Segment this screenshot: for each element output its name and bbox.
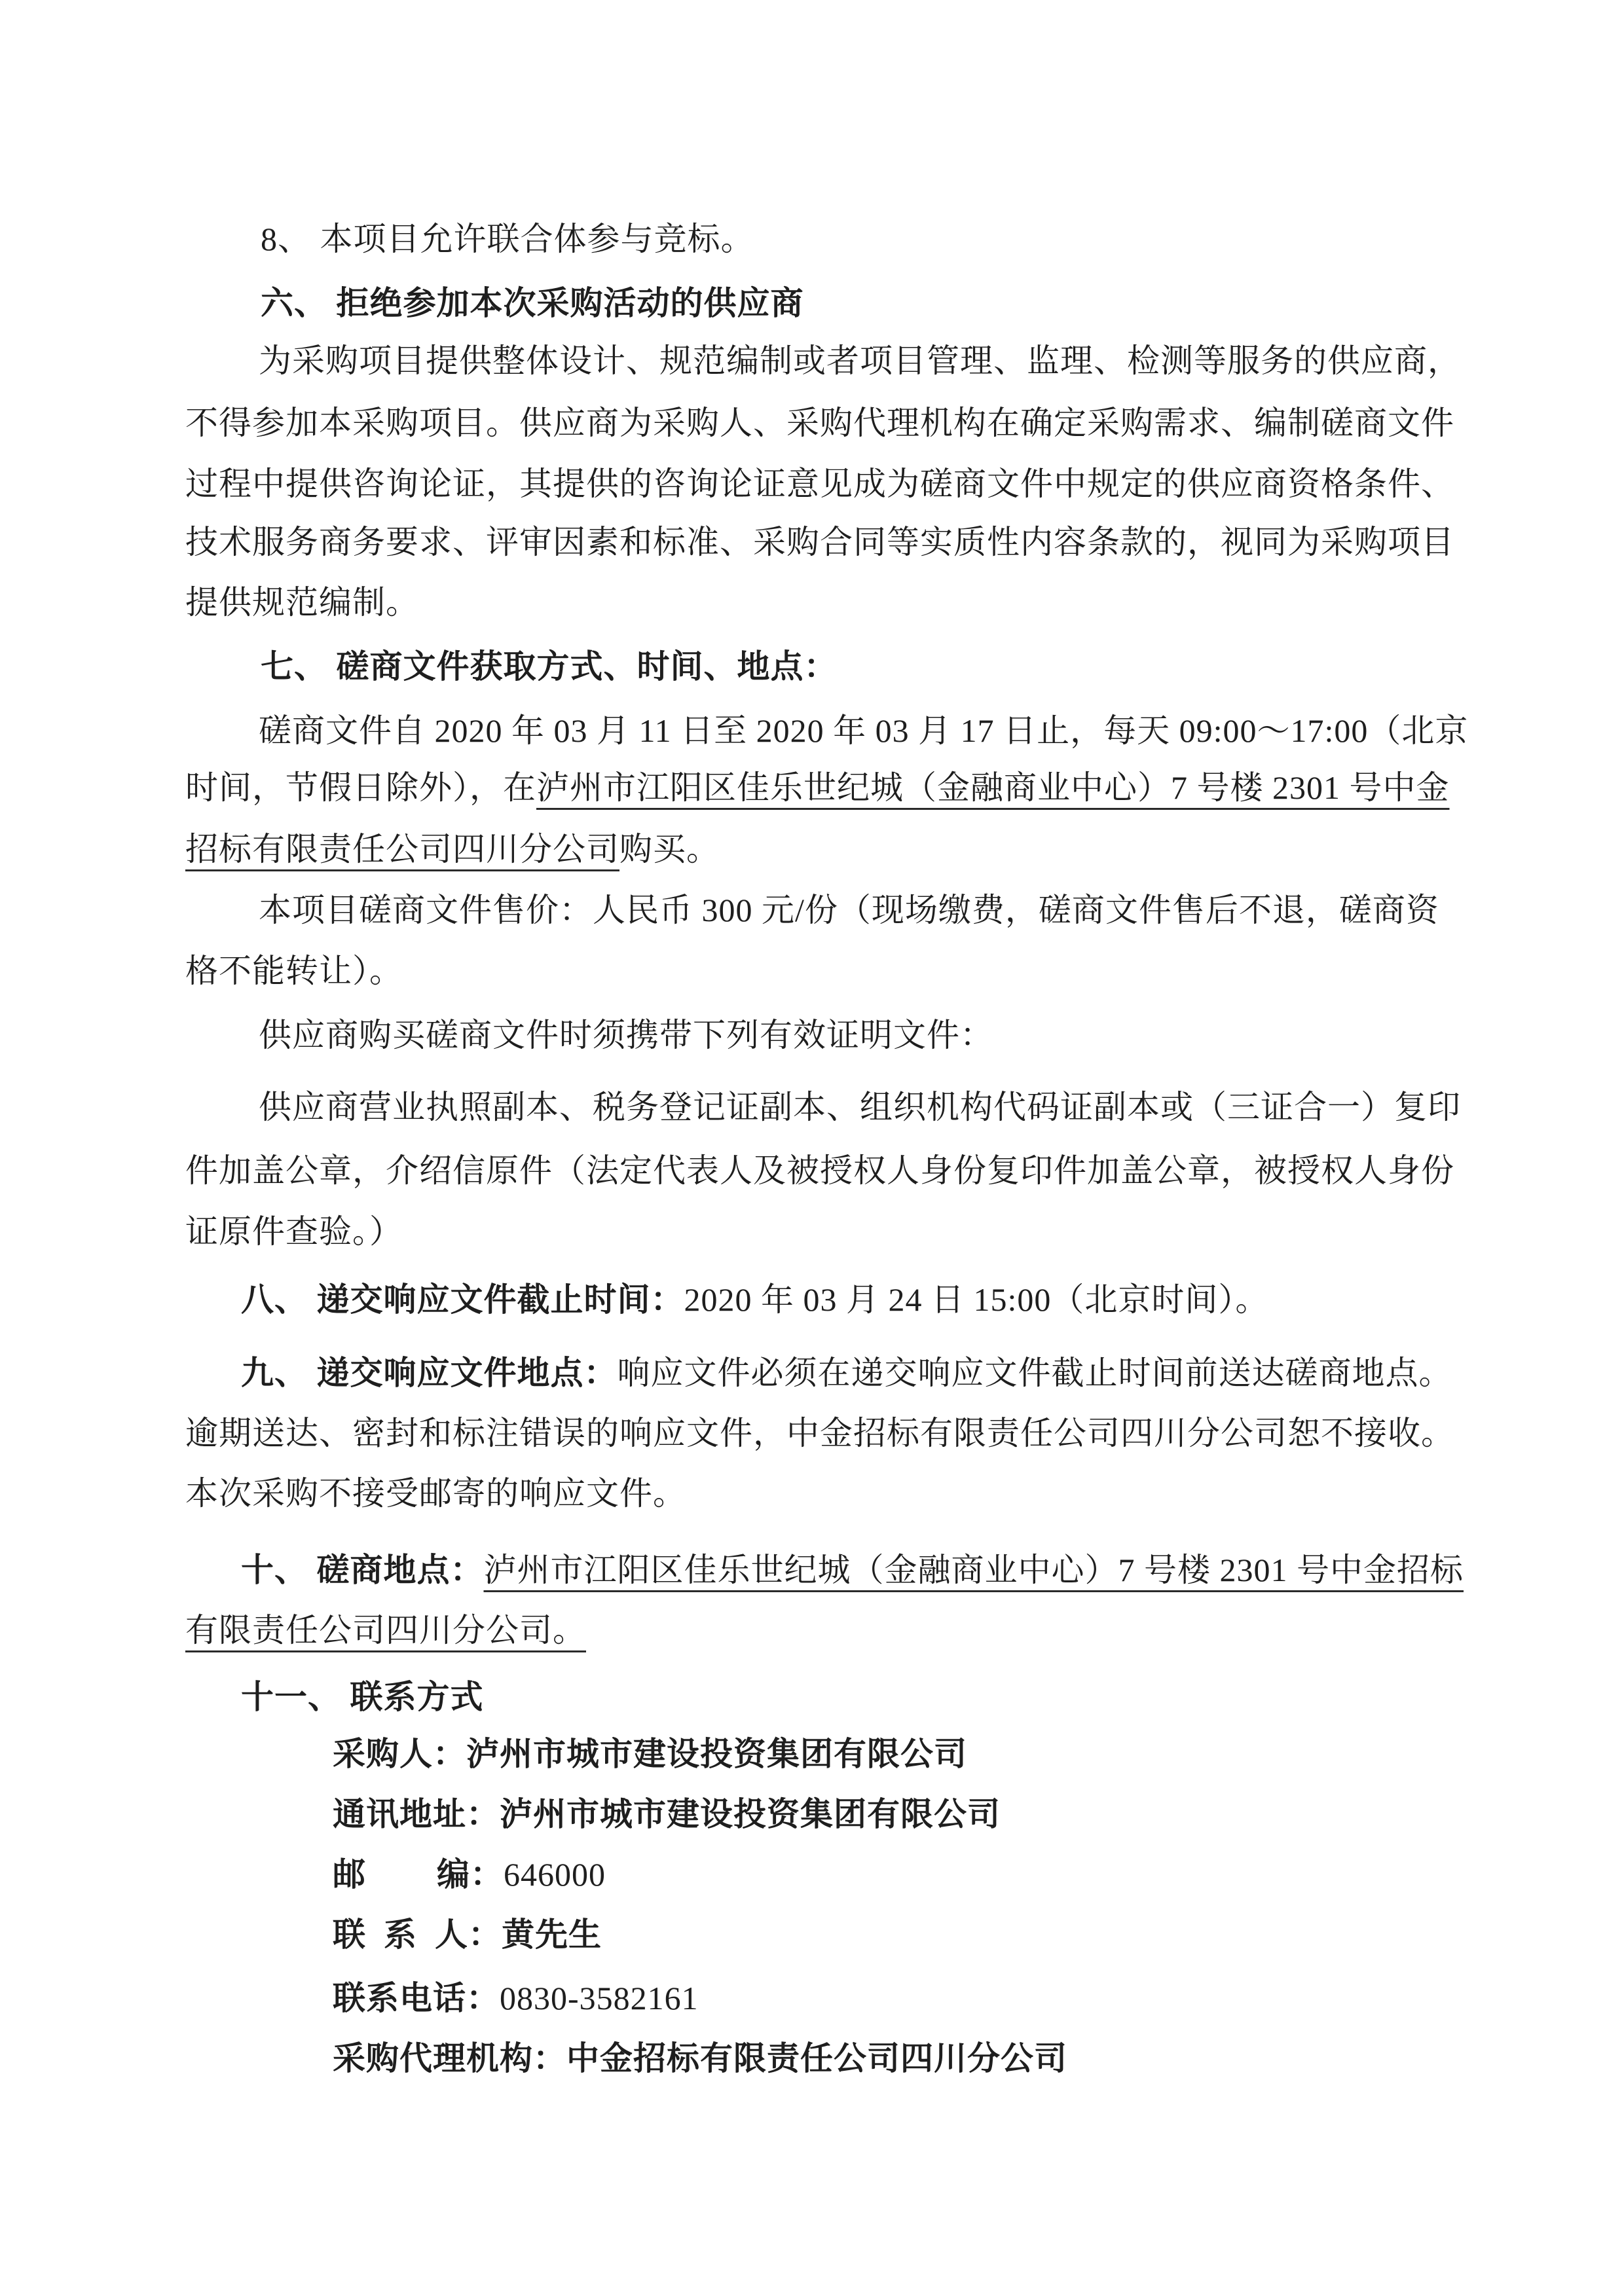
contact-phone: [333, 1978, 699, 2018]
contact-address: [333, 1794, 1001, 1834]
section-7-heading-text: 七、 磋商文件获取方式、时间、地点：: [261, 648, 838, 685]
para-7-price-line-1: [259, 890, 1439, 930]
para-6-line-4: [185, 522, 1454, 562]
section-8-deadline: [241, 1279, 1268, 1320]
para-7-docs-line-2-text: 件加盖公章，介绍信原件（法定代表人及被授权人身份复印件加盖公章，被授权人身份: [185, 1152, 1454, 1189]
para-7-docs-line-1: [259, 1087, 1461, 1127]
contact-postcode-text: 邮 编：: [333, 1856, 504, 1893]
clause-8-joint-bidding-text: 8、 本项目允许联合体参与竞标。: [261, 221, 754, 257]
para-7-docs-line-3-text: 证原件查验。）: [185, 1213, 403, 1250]
section-11-heading: [241, 1677, 484, 1717]
para-7-price-line-2: [185, 951, 403, 991]
para-7-docs-intro-text: 供应商购买磋商文件时须携带下列有效证明文件：: [259, 1017, 993, 1053]
section-6-heading-text: 六、 拒绝参加本次采购活动的供应商: [261, 285, 804, 321]
section-8-deadline-text: 八、 递交响应文件截止时间：: [241, 1281, 684, 1318]
section-9-line-3-text: 本次采购不接受邮寄的响应文件。: [185, 1475, 686, 1512]
section-9-line-3: [185, 1473, 686, 1514]
para-7-price-line-2-text: 格不能转让）。: [185, 953, 403, 989]
para-7-time-line-3-text: 招标有限责任公司四川分公司: [185, 831, 619, 867]
para-7-time-line-3-text: 购买。: [619, 831, 720, 867]
section-10-line-2: [185, 1610, 586, 1650]
contact-purchaser: [333, 1734, 967, 1774]
contact-person: [333, 1914, 602, 1955]
para-6-line-3-text: 过程中提供咨询论证，其提供的咨询论证意见成为磋商文件中规定的供应商资格条件、: [185, 465, 1454, 502]
para-7-time-line-3: [185, 829, 720, 869]
para-6-line-3: [185, 464, 1454, 504]
section-7-heading: [261, 646, 838, 687]
para-7-time-line-1: [259, 710, 1468, 751]
contact-postcode-text: 646000: [504, 1856, 606, 1893]
para-6-line-1: [259, 340, 1461, 381]
contact-purchaser-text: 采购人：泸州市城市建设投资集团有限公司: [333, 1736, 967, 1772]
section-9-line-2-text: 逾期送达、密封和标注错误的响应文件，中金招标有限责任公司四川分公司恕不接收。: [185, 1415, 1454, 1451]
para-6-line-2-text: 不得参加本采购项目。供应商为采购人、采购代理机构在确定采购需求、编制磋商文件: [185, 405, 1454, 441]
contact-address-text: 通讯地址：泸州市城市建设投资集团有限公司: [333, 1796, 1001, 1832]
contact-agency: [333, 2038, 1067, 2079]
para-6-line-1-text: 为采购项目提供整体设计、规范编制或者项目管理、监理、检测等服务的供应商，: [259, 342, 1461, 379]
para-6-line-2: [185, 403, 1454, 443]
section-11-heading-text: 十一、 联系方式: [241, 1679, 484, 1715]
section-6-heading: [261, 283, 804, 323]
section-10-line-1: [241, 1550, 1464, 1590]
section-10-line-1-text: 泸州市江阳区佳乐世纪城（金融商业中心）7 号楼 2301 号中金招标: [483, 1552, 1464, 1588]
section-9-line-1-text: 响应文件必须在递交响应文件截止时间前送达磋商地点。: [617, 1355, 1452, 1391]
para-7-docs-intro: [259, 1015, 993, 1055]
para-6-line-5-text: 提供规范编制。: [185, 584, 419, 621]
para-7-time-line-1-text: 磋商文件自 2020 年 03 月 11 日至 2020 年 03 月 17 日止，每天 09:00～17:00（北京: [259, 712, 1469, 749]
contact-postcode: [333, 1854, 606, 1895]
section-9-line-1: [241, 1353, 1452, 1393]
para-6-line-4-text: 技术服务商务要求、评审因素和标准、采购合同等实质性内容条款的，视同为采购项目: [185, 524, 1454, 560]
section-8-deadline-text: 2020 年 03 月 24 日 15:00（北京时间）。: [684, 1281, 1269, 1318]
para-6-line-5: [185, 582, 419, 623]
contact-phone-text: 联系电话：: [333, 1980, 500, 2016]
para-7-time-line-2-text: 泸州市江阳区佳乐世纪城（金融商业中心）7 号楼 2301 号中金: [536, 769, 1450, 806]
para-7-docs-line-1-text: 供应商营业执照副本、税务登记证副本、组织机构代码证副本或（三证合一）复印: [259, 1089, 1461, 1125]
section-9-line-1-text: 九、 递交响应文件地点：: [241, 1355, 618, 1391]
contact-phone-text: 0830-3582161: [500, 1980, 699, 2016]
clause-8-joint-bidding: [261, 219, 754, 259]
section-9-line-2: [185, 1413, 1454, 1453]
contact-person-text: 联 系 人：黄先生: [333, 1916, 602, 1953]
section-10-line-2-text: 有限责任公司四川分公司。: [185, 1612, 586, 1649]
contact-agency-text: 采购代理机构：中金招标有限责任公司四川分公司: [333, 2040, 1067, 2077]
para-7-time-line-2-text: 时间，节假日除外），在: [185, 769, 536, 806]
para-7-time-line-2: [185, 767, 1450, 808]
section-10-line-1-text: 十、 磋商地点：: [241, 1552, 484, 1588]
para-7-docs-line-2: [185, 1150, 1454, 1191]
para-7-docs-line-3: [185, 1211, 403, 1252]
para-7-price-line-1-text: 本项目磋商文件售价：人民币 300 元/份（现场缴费，磋商文件售后不退，磋商资: [259, 892, 1439, 928]
